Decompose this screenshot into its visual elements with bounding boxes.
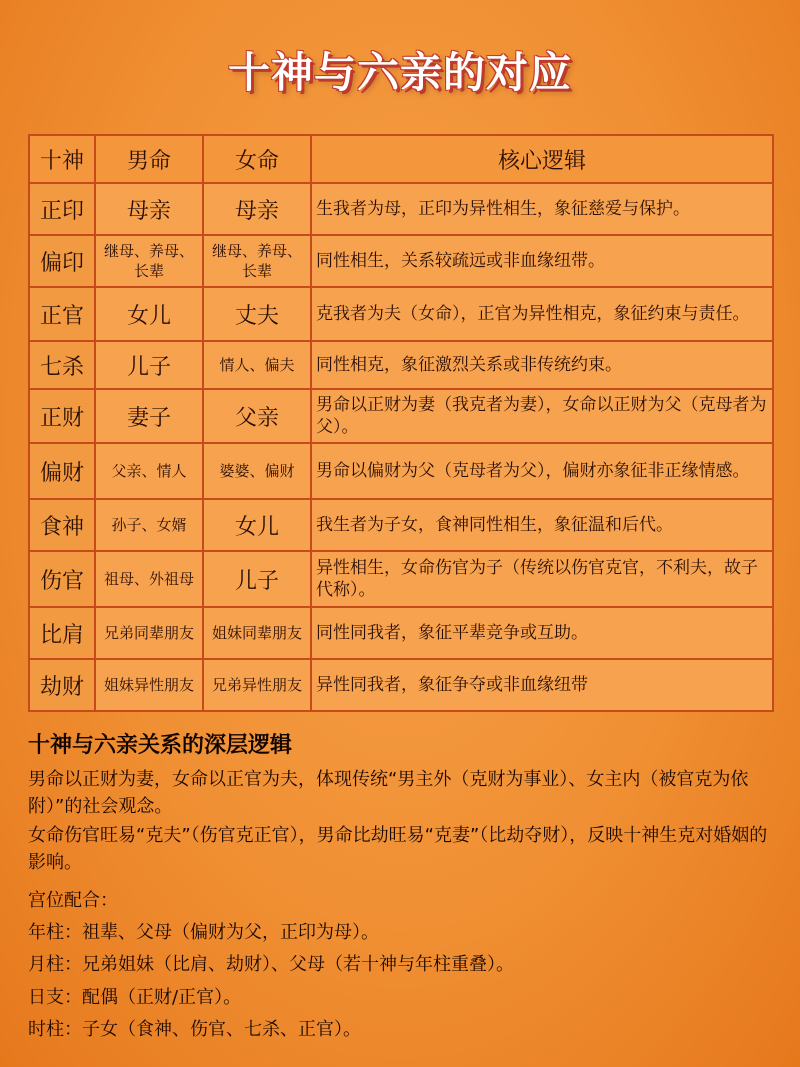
female-cell: 情人、偏夫 (203, 341, 311, 389)
male-cell: 女儿 (95, 287, 203, 341)
table-row (29, 235, 773, 287)
table-row (29, 499, 773, 551)
logic-cell: 克我者为夫（女命），正官为异性相克，象征约束与责任。 (311, 287, 773, 341)
god-cell: 偏财 (29, 443, 95, 499)
paragraph: 男命以正财为妻，女命以正官为夫，体现传统“男主外（克财为事业）、女主内（被官克为依附）”的社会观念。 (28, 769, 749, 817)
god-cell: 正财 (29, 389, 95, 443)
table-row (29, 551, 773, 607)
logic-cell: 男命以偏财为父（克母者为父），偏财亦象征非正缘情感。 (311, 443, 773, 499)
female-cell: 儿子 (203, 551, 311, 607)
table-header-row (29, 135, 773, 183)
male-cell: 孙子、女婿 (95, 499, 203, 551)
god-cell: 食神 (29, 499, 95, 551)
palace-item: 时柱：子女（食神、伤官、七杀、正官）。 (28, 1019, 361, 1040)
header-female: 女命 (203, 135, 311, 183)
god-cell: 伤官 (29, 551, 95, 607)
male-cell: 母亲 (95, 183, 203, 235)
table-row (29, 287, 773, 341)
female-cell: 父亲 (203, 389, 311, 443)
header-logic: 核心逻辑 (311, 135, 773, 183)
female-cell: 兄弟异性朋友 (203, 659, 311, 711)
female-cell: 婆婆、偏财 (203, 443, 311, 499)
paragraph: 女命伤官旺易“克夫”（伤官克正官），男命比劫旺易“克妻”（比劫夺财），反映十神生克对婚姻的影响。 (28, 825, 768, 873)
palace-item: 年柱：祖辈、父母（偏财为父，正印为母）。 (28, 922, 379, 943)
table-row (29, 443, 773, 499)
section-heading: 十神与六亲关系的深层逻辑 (28, 733, 293, 758)
male-cell: 祖母、外祖母 (95, 551, 203, 607)
god-cell: 正官 (29, 287, 95, 341)
god-cell: 正印 (29, 183, 95, 235)
table-row (29, 659, 773, 711)
header-male: 男命 (95, 135, 203, 183)
palace-item: 日支：配偶（正财/正官）。 (28, 987, 242, 1008)
female-cell: 姐妹同辈朋友 (203, 607, 311, 659)
god-cell: 比肩 (29, 607, 95, 659)
table-row (29, 389, 773, 443)
male-cell: 继母、养母、长辈 (95, 235, 203, 287)
logic-cell: 生我者为母，正印为异性相生，象征慈爱与保护。 (311, 183, 773, 235)
god-cell: 偏印 (29, 235, 95, 287)
logic-cell: 男命以正财为妻（我克者为妻），女命以正财为父（克母者为父）。 (311, 389, 773, 443)
male-cell: 父亲、情人 (95, 443, 203, 499)
ten-gods-table (28, 134, 774, 712)
male-cell: 妻子 (95, 389, 203, 443)
male-cell: 兄弟同辈朋友 (95, 607, 203, 659)
female-cell: 母亲 (203, 183, 311, 235)
page-title: 十神与六亲的对应 (227, 48, 572, 97)
logic-cell: 同性同我者，象征平辈竞争或互助。 (311, 607, 773, 659)
male-cell: 儿子 (95, 341, 203, 389)
female-cell: 继母、养母、长辈 (203, 235, 311, 287)
logic-cell: 同性相克，象征激烈关系或非传统约束。 (311, 341, 773, 389)
palace-label: 宫位配合： (28, 890, 118, 911)
logic-cell: 我生者为子女，食神同性相生，象征温和后代。 (311, 499, 773, 551)
logic-cell: 异性相生，女命伤官为子（传统以伤官克官，不利夫，故子代称）。 (311, 551, 773, 607)
female-cell: 丈夫 (203, 287, 311, 341)
female-cell: 女儿 (203, 499, 311, 551)
god-cell: 劫财 (29, 659, 95, 711)
palace-item: 月柱：兄弟姐妹（比肩、劫财）、父母（若十神与年柱重叠）。 (28, 954, 514, 975)
logic-cell: 同性相生，关系较疏远或非血缘纽带。 (311, 235, 773, 287)
table-row (29, 341, 773, 389)
table-row (29, 607, 773, 659)
male-cell: 姐妹异性朋友 (95, 659, 203, 711)
header-ten-gods: 十神 (29, 135, 95, 183)
god-cell: 七杀 (29, 341, 95, 389)
logic-cell: 异性同我者，象征争夺或非血缘纽带 (311, 659, 773, 711)
table-row (29, 183, 773, 235)
